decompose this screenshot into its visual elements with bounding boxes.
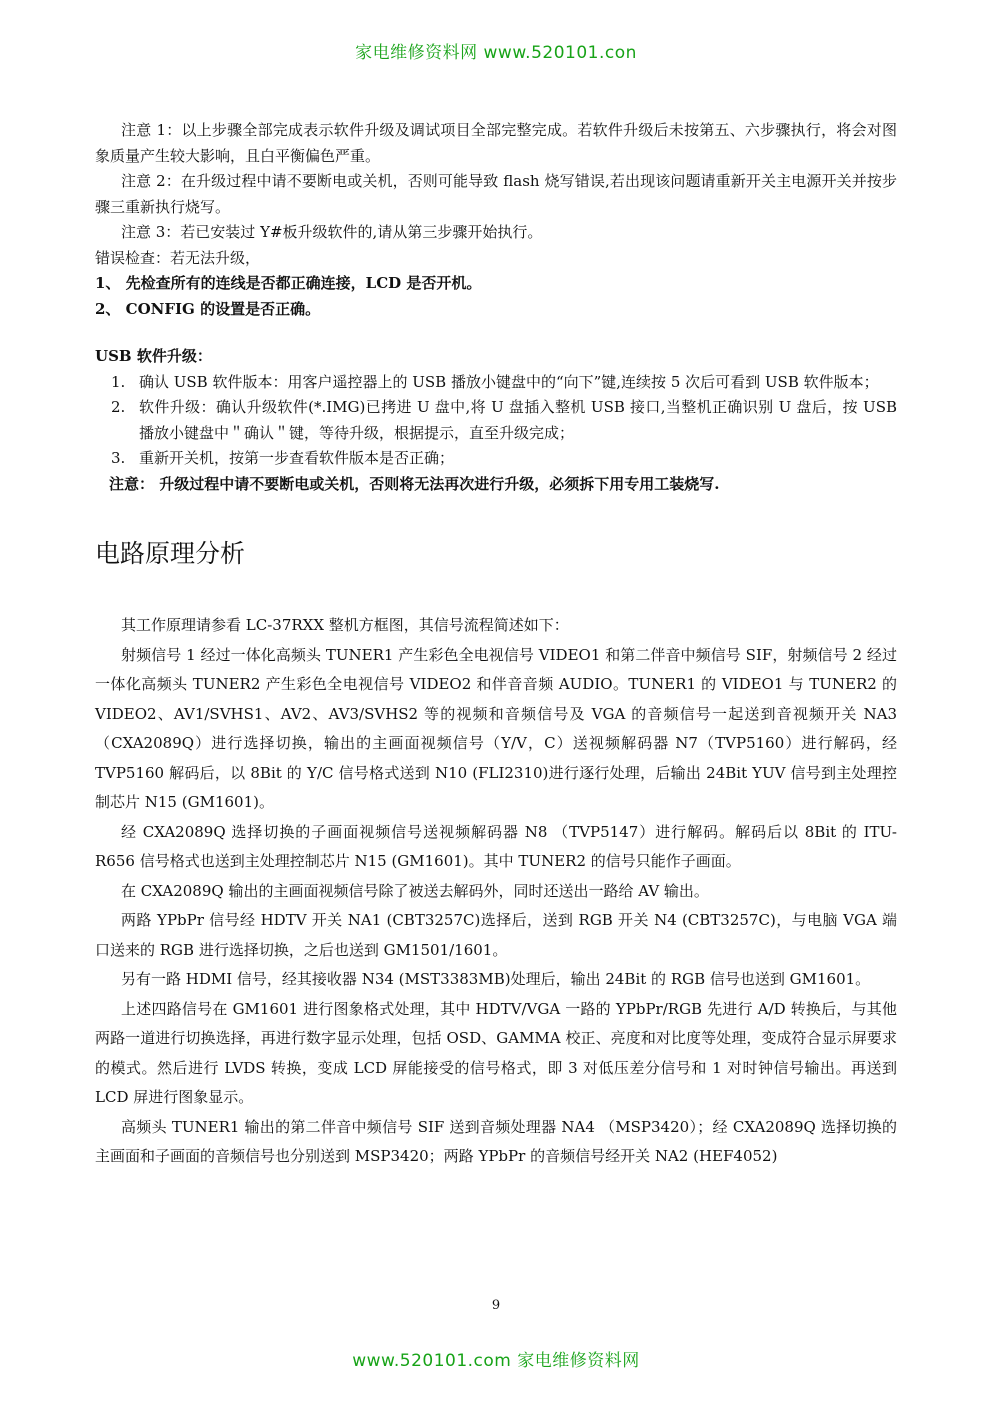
body-paragraph: 高频头 TUNER1 输出的第二伴音中频信号 SIF 送到音频处理器 NA4 （MSP3420）；经 CXA2089Q 选择切换的主画面和子画面的音频信号也分别送到 MSP3420；两路 YPbPr 的音频信号经开关 NA2 (HEF4052) — [95, 1117, 897, 1165]
usb-step-text: 确认 USB 软件版本：用客户遥控器上的 USB 播放小键盘中的“向下”键,连续按 5 次后可看到 USB 软件版本； — [139, 372, 879, 391]
note-1: 注意 1：以上步骤全部完成表示软件升级及调试项目全部完整完成。若软件升级后未按第五、六步骤执行，将会对图象质量产生较大影响，且白平衡偏色严重。 — [95, 121, 897, 165]
note-2: 注意 2：在升级过程中请不要断电或关机，否则可能导致 flash 烧写错误,若出现该问题请重新开关主电源开关并按步骤三重新执行烧写。 — [95, 172, 897, 216]
usb-step — [95, 395, 897, 446]
body-paragraph: 另有一路 HDMI 信号，经其接收器 N34 (MST3383MB)处理后，输出 24Bit 的 RGB 信号也送到 GM1601。 — [121, 970, 871, 988]
usb-step-text: 软件升级：确认升级软件(*.IMG)已拷进 U 盘中,将 U 盘插入整机 USB 接口,当整机正确识别 U 盘后，按 USB 播放小键盘中＂确认＂键，等待升级，根据提示，直至升级完成； — [139, 398, 897, 442]
usb-upgrade-title: USB 软件升级： — [95, 347, 212, 365]
usb-step — [95, 370, 897, 396]
section-title: 电路原理分析 — [95, 539, 246, 568]
note-3: 注意 3：若已安装过 Y#板升级软件的,请从第三步骤开始执行。 — [121, 223, 543, 241]
body-paragraph: 经 CXA2089Q 选择切换的子画面视频信号送视频解码器 N8 （TVP5147）进行解码。解码后以 8Bit 的 ITU-R656 信号格式也送到主处理控制芯片 N15 (GM1601)。其中 TUNER2 的信号只能作子画面。 — [95, 822, 897, 870]
watermark-header: 家电维修资料网 www.520101.con — [355, 43, 637, 63]
body-paragraph: 上述四路信号在 GM1601 进行图象格式处理，其中 HDTV/VGA 一路的 YPbPr/RGB 先进行 A/D 转换后，与其他两路一道进行切换选择，再进行数字显示处理，包括 OSD、GAMMA 校正、亮度和对比度等处理，变成符合显示屏要求的模式。然后进行 LVDS 转换，变成 LCD 屏能接受的信号格式，即 3 对低压差分信号和 1 对时钟信号输出。再送到 LCD 屏进行图象显示。 — [95, 999, 897, 1106]
body-paragraph: 两路 YPbPr 信号经 HDTV 开关 NA1 (CBT3257C)选择后，送到 RGB 开关 N4 (CBT3257C)，与电脑 VGA 端口送来的 RGB 进行选择切换，之后也送到 GM1501/1601。 — [95, 911, 897, 959]
usb-step-number: 3. — [111, 449, 126, 467]
usb-step-number: 1. — [111, 372, 126, 391]
watermark-footer: www.520101.com 家电维修资料网 — [352, 1351, 640, 1371]
usb-step — [95, 446, 897, 472]
body-paragraph: 其工作原理请参看 LC-37RXX 整机方框图，其信号流程简述如下： — [121, 616, 569, 634]
page-content — [95, 118, 897, 1172]
usb-steps-list — [95, 370, 897, 472]
usb-step-text: 重新开关机，按第一步查看软件版本是否正确； — [139, 449, 455, 467]
error-check-item-1: 1、 先检查所有的连线是否都正确连接，LCD 是否开机。 — [95, 274, 482, 292]
error-check-title: 错误检查：若无法升级， — [95, 248, 261, 267]
body-paragraph: 射频信号 1 经过一体化高频头 TUNER1 产生彩色全电视信号 VIDEO1 和第二伴音中频信号 SIF，射频信号 2 经过一体化高频头 TUNER2 产生彩色全电视信号 VIDEO2 和伴音音频 AUDIO。TUNER1 的 VIDEO1 与 TUNER2 的 VIDEO2、AV1/SVHS1、AV2、AV3/SVHS2 等的视频和音频信号及 VGA 的音频信号一起送到音视频开关 NA3 （CXA2089Q）进行选择切换，输出的主画面视频信号（Y/V，C）送视频解码器 N7（TVP5160）进行解码，经 TVP5160 解码后，以 8Bit 的 Y/C 信号格式送到 N10 (FLI2310)进行逐行处理，后输出 24Bit YUV 信号到主处理控制芯片 N15 (GM1601)。 — [95, 645, 897, 811]
error-check-item-2: 2、 CONFIG 的设置是否正确。 — [95, 299, 321, 318]
page-number: 9 — [491, 1298, 501, 1313]
usb-step-number: 2. — [111, 398, 126, 416]
circuit-analysis-body — [95, 611, 897, 1172]
body-paragraph: 在 CXA2089Q 输出的主画面视频信号除了被送去解码外，同时还送出一路给 AV 输出。 — [121, 881, 709, 900]
usb-warning-note: 注意： 升级过程中请不要断电或关机，否则将无法再次进行升级，必须拆下用专用工装烧写. — [109, 474, 720, 493]
